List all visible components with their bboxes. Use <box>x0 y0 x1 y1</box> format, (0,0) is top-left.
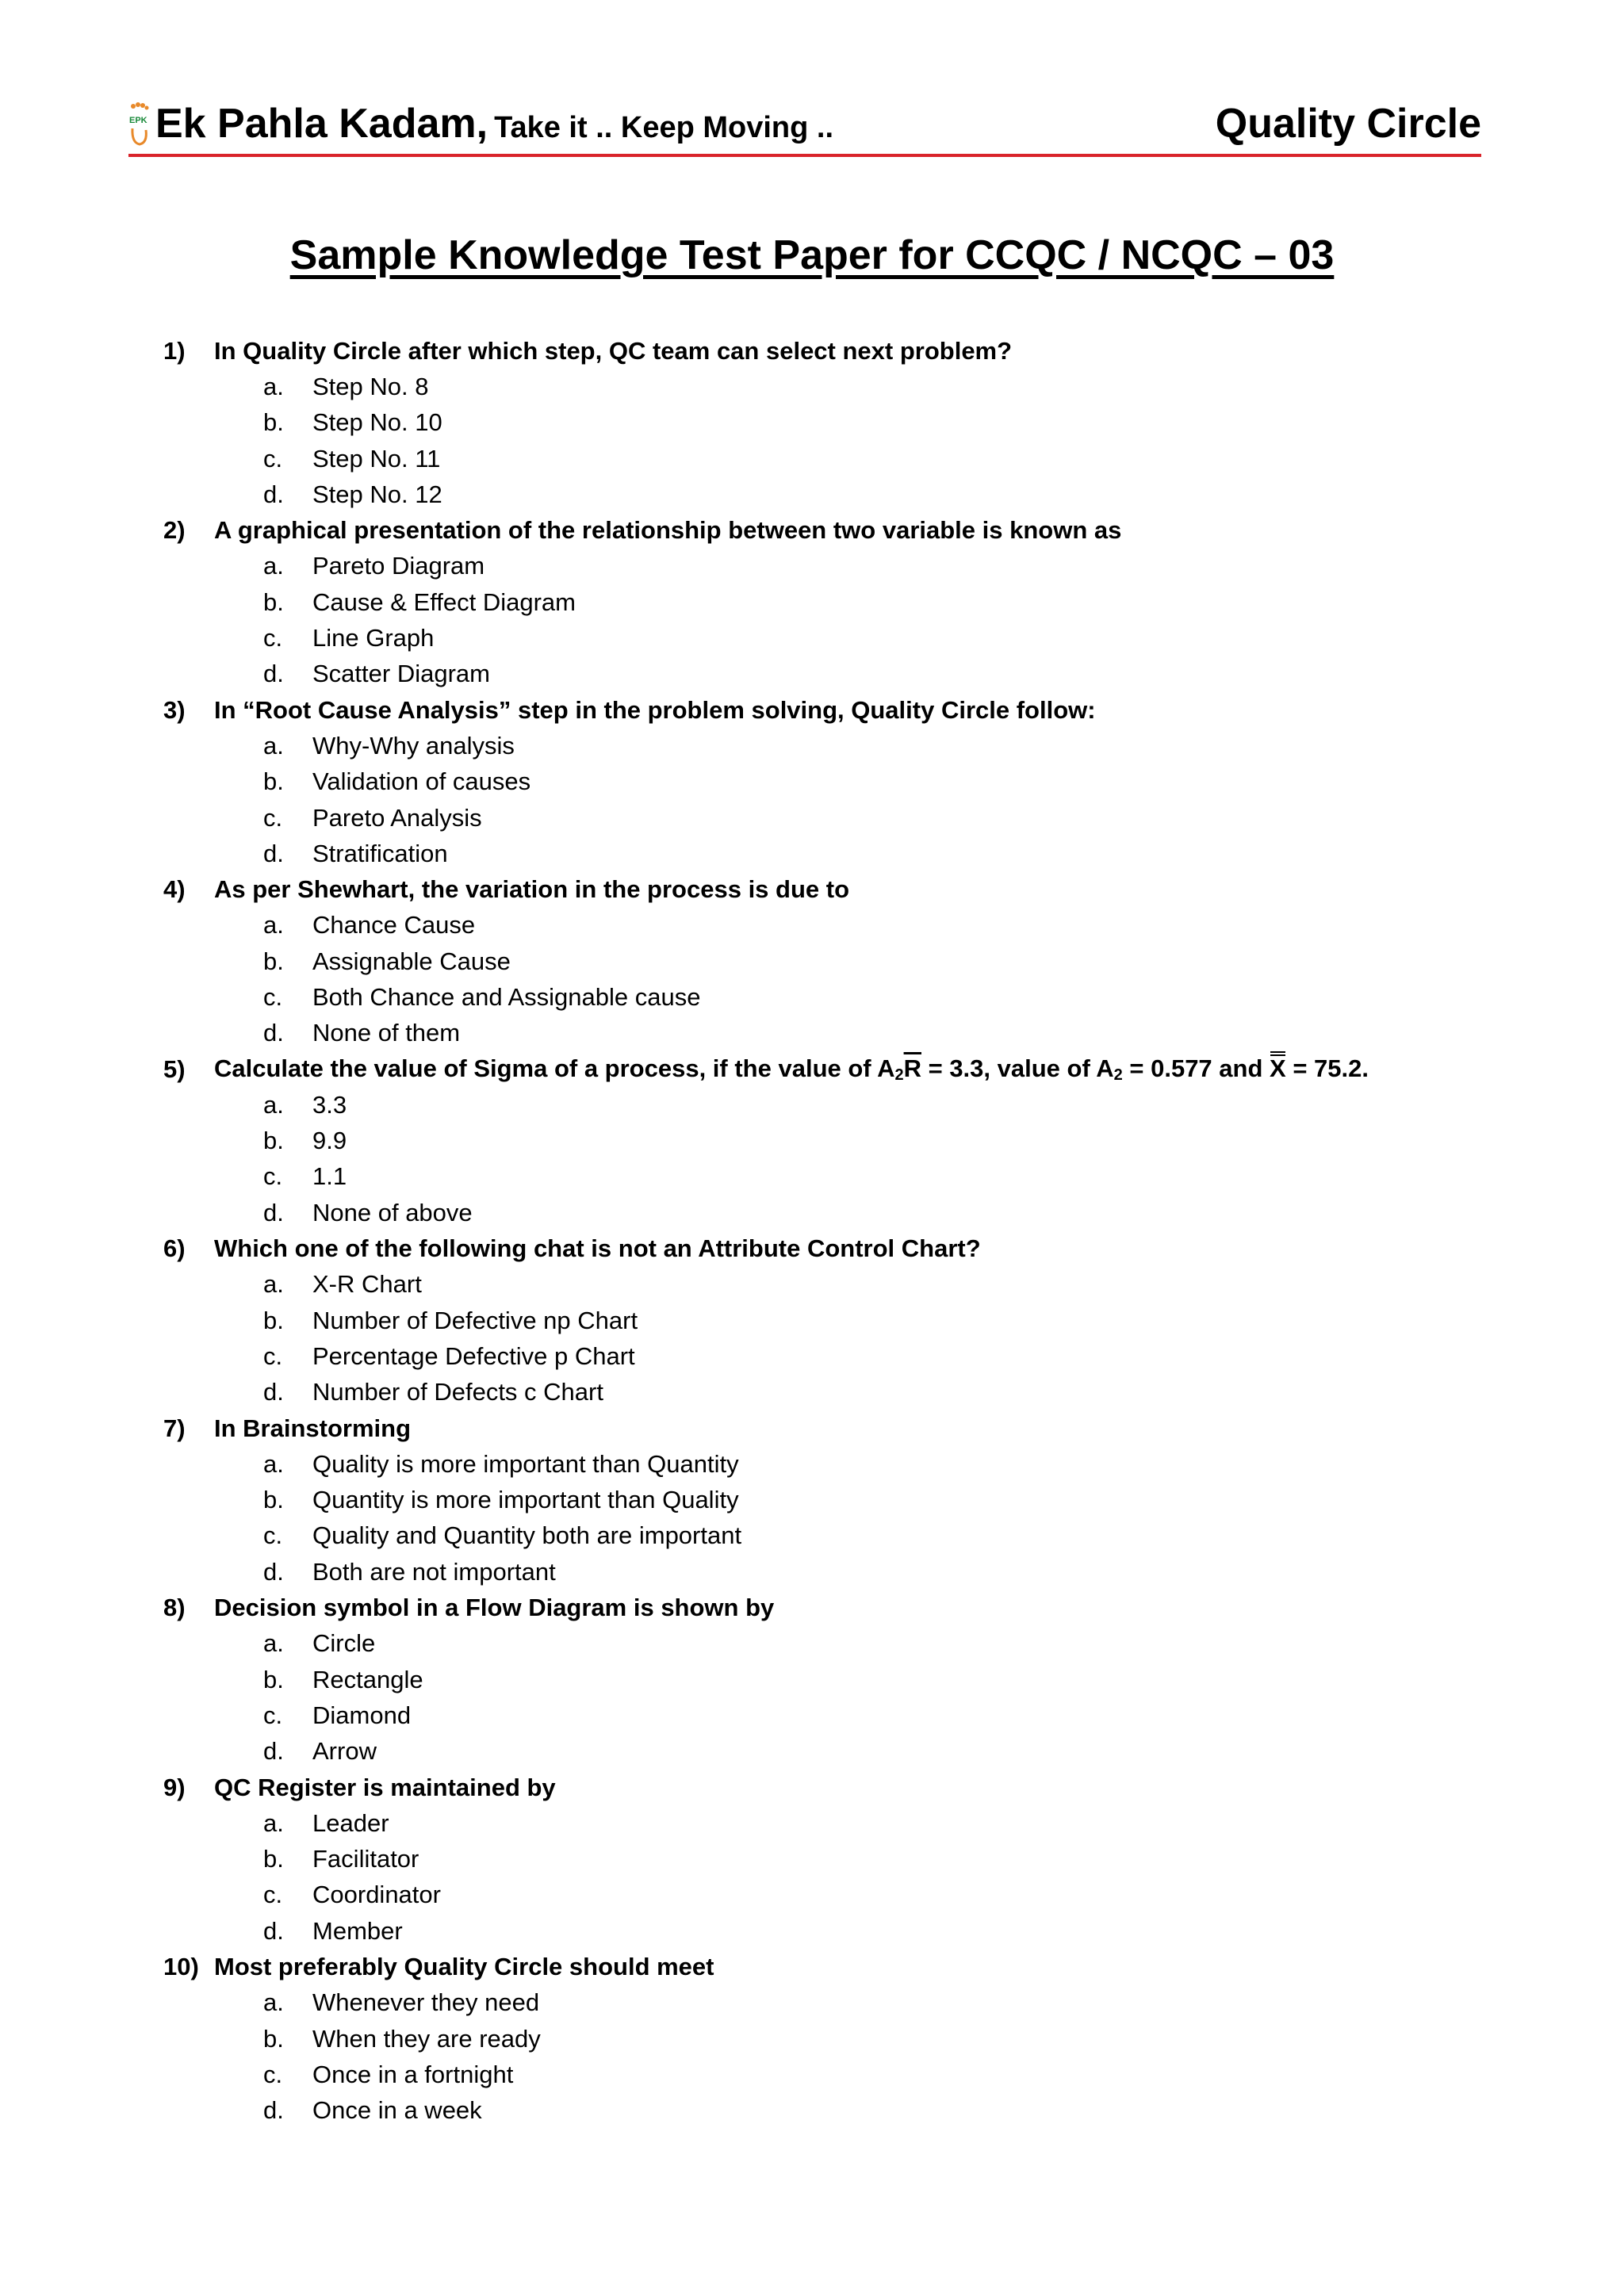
question-stem <box>163 1949 1527 1984</box>
answer-option <box>163 1446 1527 1482</box>
answer-option <box>163 979 1527 1015</box>
r-bar-symbol: $\overline{R}$ <box>903 1054 921 1082</box>
x-double-bar-symbol: X <box>1270 1054 1286 1082</box>
answer-option <box>163 1483 1527 1518</box>
header-divider <box>128 154 1481 157</box>
question-stem <box>163 1410 1527 1446</box>
option-text: Percentage Defective p Chart <box>312 1341 635 1370</box>
option-letter: d. <box>263 660 284 688</box>
answer-option <box>163 2093 1527 2129</box>
question-stem <box>163 333 1527 369</box>
answer-option <box>163 1662 1527 1697</box>
question-number: 7) <box>163 1414 186 1442</box>
question-text-part: = 3.3, value of A <box>921 1054 1114 1082</box>
answer-option <box>163 549 1527 584</box>
answer-option <box>163 1016 1527 1051</box>
option-text: Both are not important <box>312 1557 556 1586</box>
option-letter: c. <box>263 1701 283 1729</box>
option-text: Chance Cause <box>312 911 476 939</box>
option-text: Whenever they need <box>312 1988 540 2017</box>
answer-option <box>163 800 1527 836</box>
answer-option <box>163 1375 1527 1410</box>
option-letter: b. <box>263 1845 284 1873</box>
brand-name <box>155 100 833 151</box>
answer-option <box>163 1913 1527 1949</box>
answer-option <box>163 764 1527 800</box>
option-letter: b. <box>263 587 284 616</box>
question-number: 2) <box>163 516 186 545</box>
option-letter: d. <box>263 1557 284 1586</box>
option-text: Number of Defective np Chart <box>312 1306 638 1334</box>
question-item <box>163 333 1527 512</box>
option-letter: a. <box>263 1808 284 1837</box>
option-text: Arrow <box>312 1737 377 1766</box>
option-text: Stratification <box>312 839 448 867</box>
option-text: Once in a week <box>312 2096 482 2125</box>
option-text: 9.9 <box>312 1127 347 1155</box>
option-letter: a. <box>263 1090 284 1119</box>
answer-option <box>163 1841 1527 1877</box>
question-text-part: = 75.2. <box>1285 1054 1369 1082</box>
option-letter: a. <box>263 1449 284 1478</box>
question-item <box>163 512 1527 691</box>
answer-option <box>163 405 1527 441</box>
question-item <box>163 1230 1527 1410</box>
answer-option <box>163 1518 1527 1554</box>
option-text: 3.3 <box>312 1090 347 1119</box>
option-letter: c. <box>263 1881 283 1909</box>
question-number: 6) <box>163 1234 186 1263</box>
page-header <box>128 94 1481 157</box>
answer-option <box>163 584 1527 620</box>
question-item <box>163 1051 1527 1230</box>
answer-option <box>163 2057 1527 2092</box>
question-stem <box>163 1230 1527 1266</box>
question-stem <box>163 1051 1527 1087</box>
option-text: Quantity is more important than Quality <box>312 1486 739 1514</box>
option-letter: c. <box>263 1162 283 1191</box>
answer-option <box>163 1734 1527 1770</box>
question-stem <box>163 1590 1527 1625</box>
question-text-part: Calculate the value of Sigma of a process, if the value of A <box>214 1054 895 1082</box>
question-text: Which one of the following chat is not an Attribute Control Chart? <box>214 1234 981 1263</box>
question-number: 9) <box>163 1773 186 1801</box>
question-number: 10) <box>163 1953 199 1980</box>
option-letter: a. <box>263 911 284 939</box>
option-letter: d. <box>263 839 284 867</box>
option-letter: c. <box>263 444 283 473</box>
answer-option <box>163 1087 1527 1123</box>
question-number: 5) <box>163 1054 186 1083</box>
option-text: Quality and Quantity both are important <box>312 1521 742 1550</box>
subscript: 2 <box>894 1066 904 1084</box>
option-letter: b. <box>263 2024 284 2053</box>
option-letter: a. <box>263 1629 284 1658</box>
question-number: 8) <box>163 1594 186 1622</box>
question-text <box>214 1054 1369 1085</box>
question-stem <box>163 512 1527 548</box>
question-number: 3) <box>163 695 186 724</box>
answer-option <box>163 1123 1527 1159</box>
option-text: Coordinator <box>312 1881 441 1909</box>
option-letter: c. <box>263 2060 283 2088</box>
question-text: A graphical presentation of the relationship between two variable is known as <box>214 516 1122 545</box>
option-letter: c. <box>263 624 283 652</box>
question-text: In Brainstorming <box>214 1414 412 1442</box>
option-text: Cause & Effect Diagram <box>312 587 576 616</box>
answer-option <box>163 656 1527 692</box>
option-text: Step No. 12 <box>312 480 442 508</box>
answer-option <box>163 1626 1527 1662</box>
answer-option <box>163 728 1527 763</box>
option-letter: b. <box>263 1665 284 1693</box>
question-item <box>163 1949 1527 2128</box>
brand-tagline: Take it .. Keep Moving .. <box>494 111 834 144</box>
option-letter: c. <box>263 803 283 832</box>
answer-option <box>163 908 1527 943</box>
option-letter: b. <box>263 767 284 796</box>
option-letter: a. <box>263 372 284 400</box>
answer-option <box>163 1697 1527 1733</box>
answer-option <box>163 1554 1527 1590</box>
option-text: Both Chance and Assignable cause <box>312 982 701 1011</box>
option-letter: d. <box>263 1737 284 1766</box>
question-text: QC Register is maintained by <box>214 1773 556 1801</box>
subscript: 2 <box>1113 1066 1123 1084</box>
option-text: None of them <box>312 1019 461 1047</box>
option-letter: a. <box>263 1988 284 2017</box>
question-text: Most preferably Quality Circle should meet <box>214 1953 714 1980</box>
answer-option <box>163 1303 1527 1338</box>
option-text: X-R Chart <box>312 1270 422 1299</box>
answer-option <box>163 1805 1527 1841</box>
option-letter: b. <box>263 1127 284 1155</box>
option-text: Scatter Diagram <box>312 660 490 688</box>
option-text: Pareto Analysis <box>312 803 482 832</box>
footprint-logo-icon <box>128 101 151 147</box>
answer-option <box>163 476 1527 512</box>
answer-option <box>163 441 1527 476</box>
option-letter: b. <box>263 408 284 437</box>
answer-option <box>163 2021 1527 2057</box>
option-text: Once in a fortnight <box>312 2060 514 2088</box>
question-text-part: = 0.577 and <box>1122 1054 1270 1082</box>
question-text: As per Shewhart, the variation in the process is due to <box>214 875 850 904</box>
question-stem <box>163 871 1527 907</box>
answer-option <box>163 1877 1527 1913</box>
header-right-title: Quality Circle <box>1215 101 1481 147</box>
option-letter: d. <box>263 2096 284 2125</box>
option-letter: c. <box>263 1521 283 1550</box>
option-text: Why-Why analysis <box>312 731 515 760</box>
answer-option <box>163 1338 1527 1374</box>
answer-option <box>163 1195 1527 1230</box>
option-letter: a. <box>263 552 284 580</box>
question-stem <box>163 692 1527 728</box>
option-text: Member <box>312 1916 403 1945</box>
option-text: Line Graph <box>312 624 435 652</box>
option-letter: c. <box>263 982 283 1011</box>
answer-option <box>163 943 1527 979</box>
option-letter: d. <box>263 1916 284 1945</box>
option-text: Step No. 8 <box>312 372 429 400</box>
option-letter: d. <box>263 1378 284 1406</box>
question-item <box>163 1410 1527 1590</box>
question-number: 4) <box>163 875 186 904</box>
answer-option <box>163 1159 1527 1195</box>
option-letter: b. <box>263 1486 284 1514</box>
option-text: Assignable Cause <box>312 947 511 975</box>
question-list <box>163 333 1527 2129</box>
option-letter: d. <box>263 1019 284 1047</box>
question-stem <box>163 1770 1527 1805</box>
logo-text: EPK <box>129 116 147 125</box>
option-letter: a. <box>263 1270 284 1299</box>
option-text: Validation of causes <box>312 767 531 796</box>
option-text: Facilitator <box>312 1845 419 1873</box>
option-letter: c. <box>263 1341 283 1370</box>
option-text: None of above <box>312 1198 473 1226</box>
option-letter: b. <box>263 947 284 975</box>
option-text: When they are ready <box>312 2024 541 2053</box>
option-letter: b. <box>263 1306 284 1334</box>
option-text: Step No. 10 <box>312 408 442 437</box>
option-letter: a. <box>263 731 284 760</box>
question-text: In Quality Circle after which step, QC team can select next problem? <box>214 336 1013 365</box>
option-text: Circle <box>312 1629 376 1658</box>
answer-option <box>163 369 1527 404</box>
question-item <box>163 1770 1527 1949</box>
question-item <box>163 1590 1527 1769</box>
answer-option <box>163 1985 1527 2021</box>
option-text: 1.1 <box>312 1162 347 1191</box>
option-text: Pareto Diagram <box>312 552 485 580</box>
question-item <box>163 871 1527 1050</box>
option-text: Leader <box>312 1808 389 1837</box>
question-number: 1) <box>163 336 186 365</box>
option-text: Quality is more important than Quantity <box>312 1449 739 1478</box>
question-item <box>163 692 1527 871</box>
option-letter: d. <box>263 1198 284 1226</box>
page-title: Sample Knowledge Test Paper for CCQC / NCQC – 03 <box>289 232 1335 278</box>
question-text: In “Root Cause Analysis” step in the problem solving, Quality Circle follow: <box>214 695 1096 724</box>
option-text: Rectangle <box>312 1665 423 1693</box>
option-text: Number of Defects c Chart <box>312 1378 603 1406</box>
option-letter: d. <box>263 480 284 508</box>
answer-option <box>163 1267 1527 1303</box>
question-text: Decision symbol in a Flow Diagram is shown by <box>214 1594 775 1622</box>
option-text: Diamond <box>312 1701 412 1729</box>
answer-option <box>163 836 1527 871</box>
brand-title: Ek Pahla Kadam, <box>155 101 488 147</box>
answer-option <box>163 620 1527 656</box>
option-text: Step No. 11 <box>312 444 441 473</box>
